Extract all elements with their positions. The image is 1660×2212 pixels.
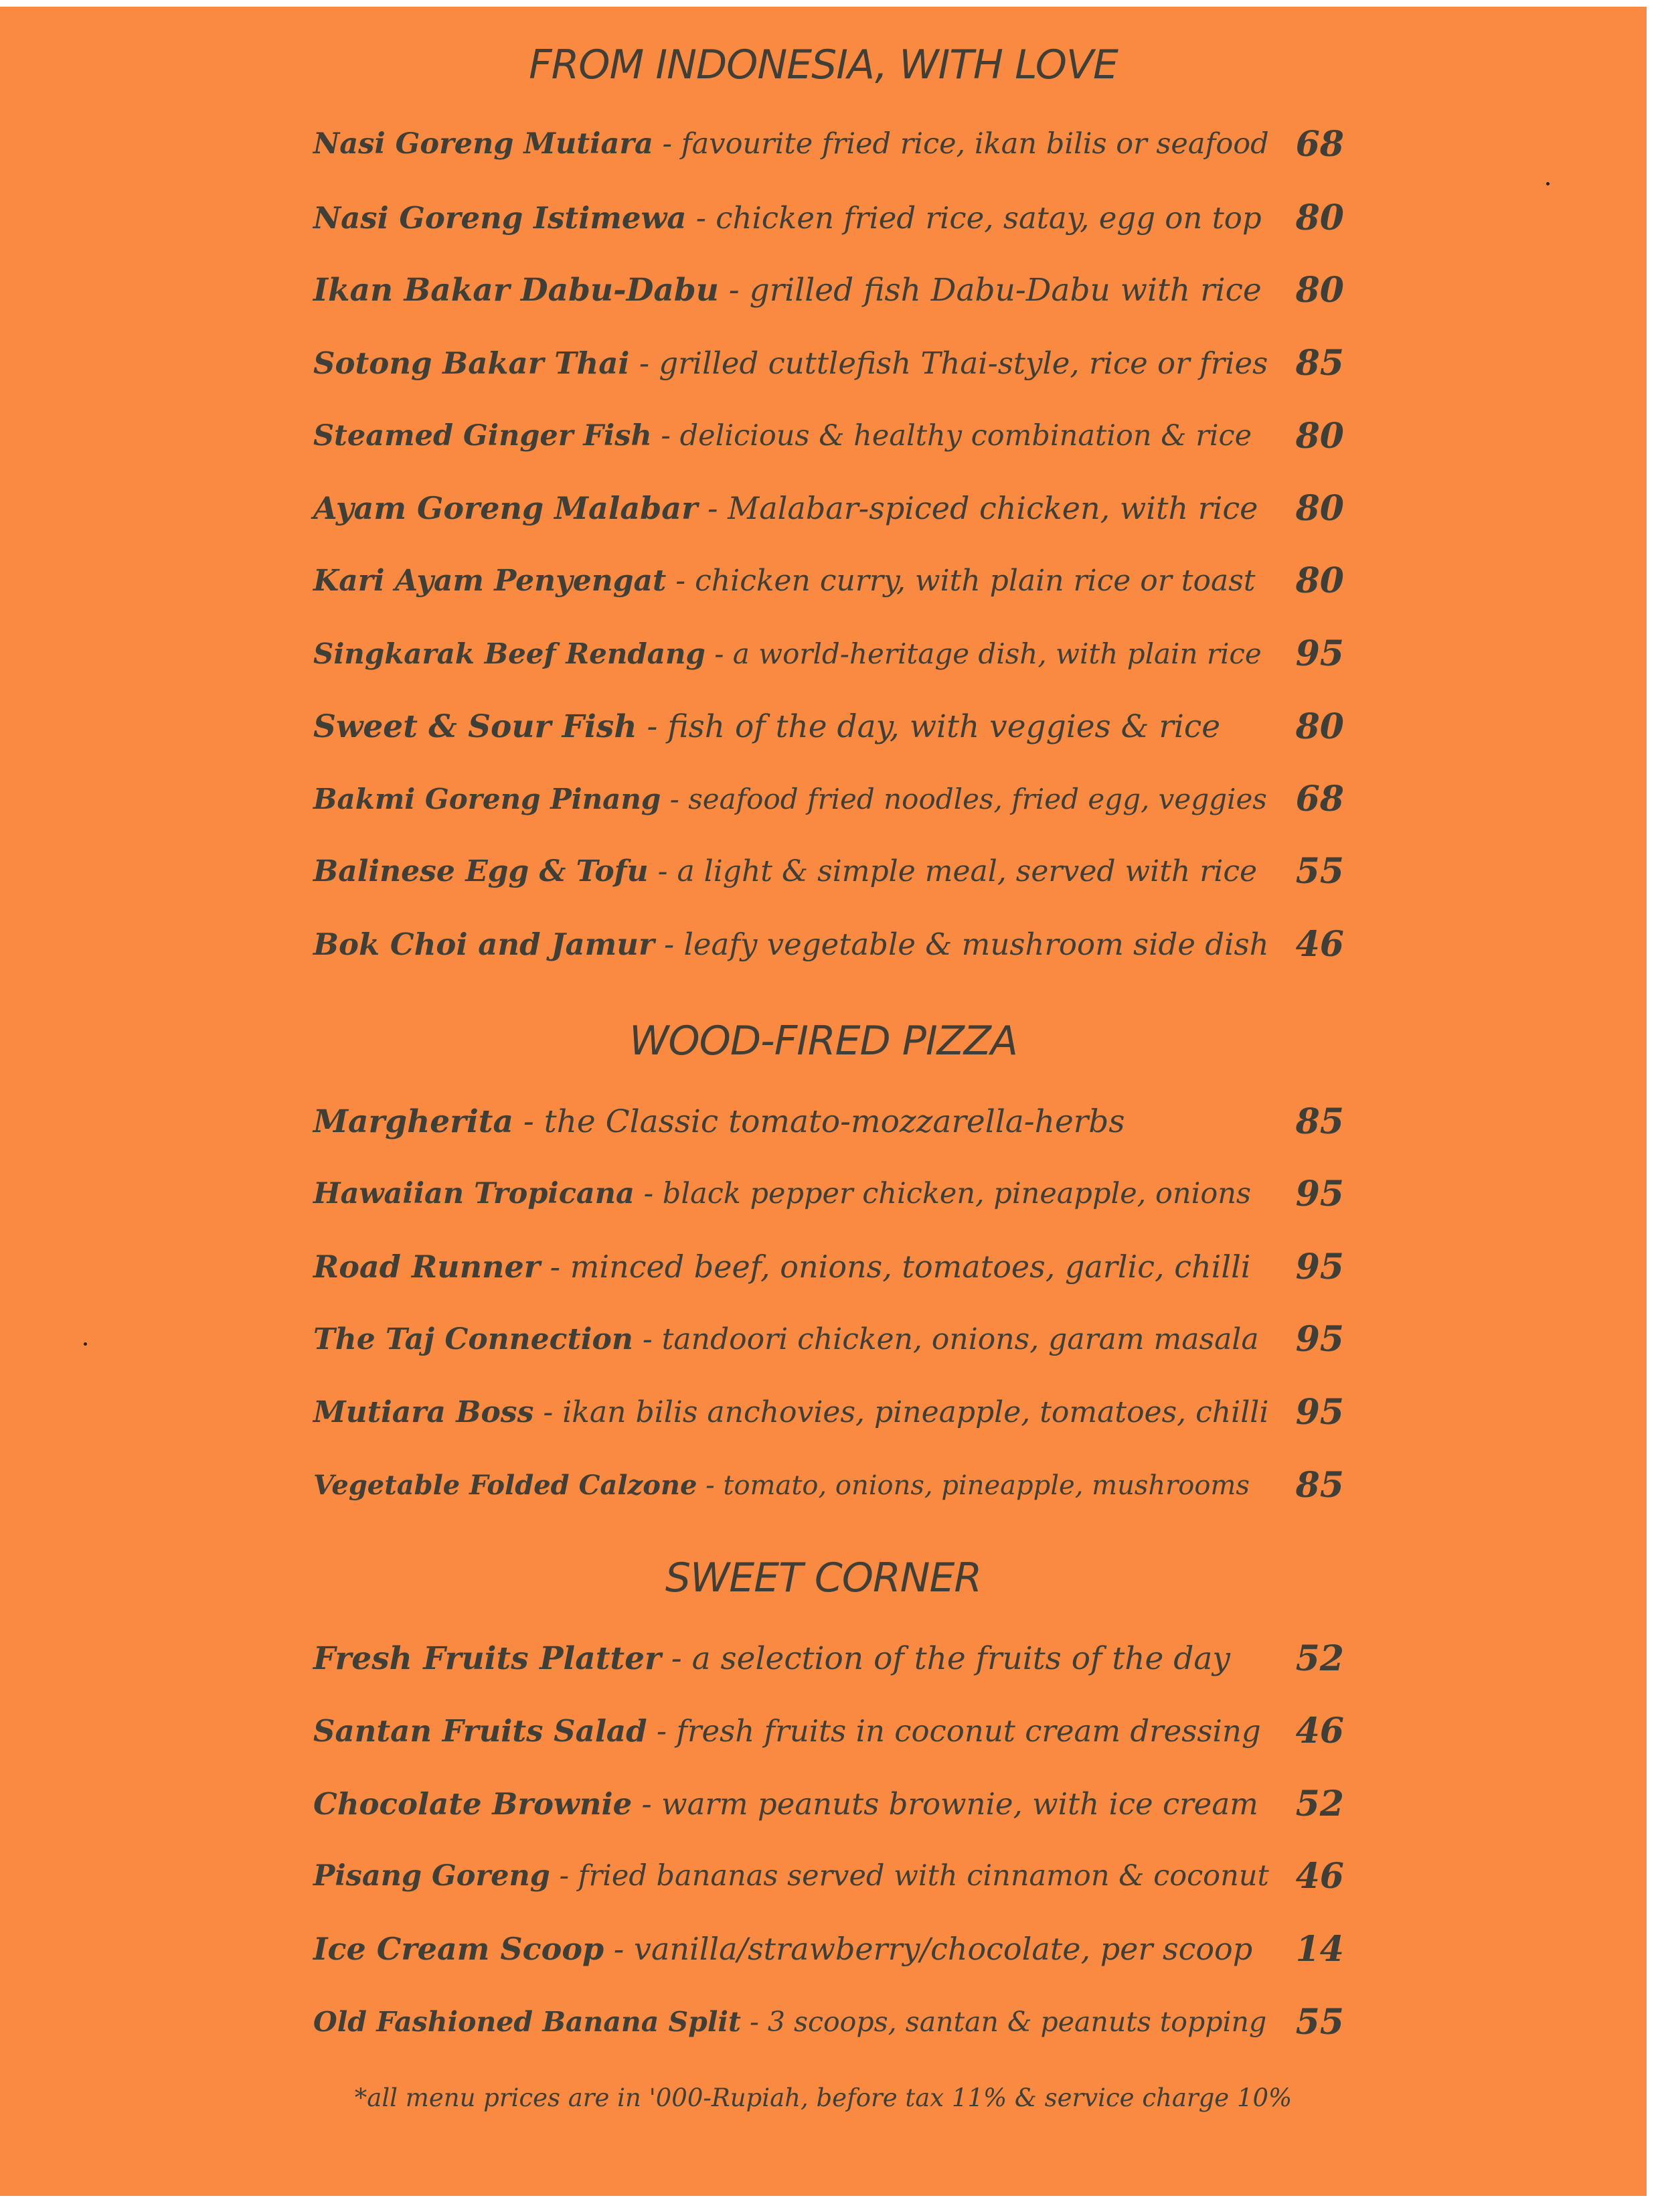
section-title-indonesian: FROM INDONESIA, WITH LOVE [529, 42, 1118, 88]
item-description: 3 scoops, santan & peanuts topping [767, 2006, 1267, 2038]
item-name: Kari Ayam Penyengat [313, 563, 667, 598]
item-price: 80 [1295, 197, 1344, 238]
item-name: Pisang Goreng [313, 1859, 550, 1893]
item-description: the Classic tomato-mozzarella-herbs [544, 1103, 1125, 1140]
menu-item: Kari Ayam Penyengat - chicken curry, with plain rice or toast 80 [313, 547, 1357, 614]
section-title-pizza: WOOD-FIRED PIZZA [629, 1018, 1017, 1064]
menu-item: Vegetable Folded Calzone - tomato, onions, pineapple, mushrooms 85 [313, 1451, 1357, 1518]
item-price: 68 [1295, 123, 1344, 165]
item-price: 95 [1295, 1246, 1344, 1287]
menu-item: Sotong Bakar Thai - grilled cuttlefish Thai-style, rice or fries 85 [313, 329, 1357, 396]
item-description: fresh fruits in coconut cream dressing [676, 1713, 1261, 1749]
item-price: 85 [1295, 342, 1344, 384]
menu-item: Old Fashioned Banana Split - 3 scoops, santan & peanuts topping 55 [313, 1988, 1357, 2055]
item-description: minced beef, onions, tomatoes, garlic, chilli [570, 1249, 1251, 1285]
item-description: favourite fried rice, ikan bilis or seafood [681, 127, 1269, 161]
item-price: 14 [1295, 1928, 1344, 1970]
item-name: Steamed Ginger Fish [313, 419, 652, 453]
menu-item: Bakmi Goreng Pinang - seafood fried noodles, fried egg, veggies 68 [313, 765, 1357, 832]
item-description: fried bananas served with cinnamon & coconut [578, 1859, 1269, 1893]
item-description: vanilla/strawberry/chocolate, per scoop [633, 1931, 1253, 1967]
item-description: tandoori chicken, onions, garam masala [661, 1322, 1259, 1356]
item-name: Nasi Goreng Mutiara [313, 127, 653, 161]
item-description: seafood fried noodles, fried egg, veggies [688, 782, 1267, 815]
item-price: 80 [1295, 269, 1344, 311]
menu-item: Nasi Goreng Istimewa - chicken fried rice, satay, egg on top 80 [313, 184, 1357, 251]
item-name: Nasi Goreng Istimewa [313, 200, 687, 236]
item-name: Bok Choi and Jamur [313, 926, 655, 962]
menu-item: Ikan Bakar Dabu-Dabu - grilled fish Dabu-Dabu with rice 80 [313, 256, 1357, 323]
item-name: Santan Fruits Salad [313, 1713, 647, 1749]
item-name: Ikan Bakar Dabu-Dabu [313, 271, 719, 309]
item-description: leafy vegetable & mushroom side dish [683, 926, 1269, 962]
item-price: 52 [1295, 1638, 1344, 1679]
item-price: 80 [1295, 487, 1344, 529]
item-name: Sweet & Sour Fish [313, 708, 637, 745]
item-price: 46 [1295, 923, 1344, 965]
item-price: 55 [1295, 2001, 1344, 2043]
menu-item: Steamed Ginger Fish - delicious & healthy combination & rice 80 [313, 402, 1357, 469]
item-name: Road Runner [313, 1249, 540, 1285]
menu-item: Mutiara Boss - ikan bilis anchovies, pineapple, tomatoes, chilli 95 [313, 1378, 1357, 1445]
menu-item: Balinese Egg & Tofu - a light & simple meal, served with rice 55 [313, 838, 1357, 904]
menu-item: Bok Choi and Jamur - leafy vegetable & mushroom side dish 46 [313, 911, 1357, 977]
menu-item: Nasi Goreng Mutiara - favourite fried rice, ikan bilis or seafood 68 [313, 110, 1357, 177]
menu-item: Fresh Fruits Platter - a selection of the fruits of the day 52 [313, 1625, 1357, 1692]
item-name: Bakmi Goreng Pinang [313, 782, 661, 815]
menu-item: Ice Cream Scoop - vanilla/strawberry/chocolate, per scoop 14 [313, 1915, 1357, 1982]
item-name: Hawaiian Tropicana [313, 1177, 635, 1210]
item-price: 52 [1295, 1783, 1344, 1824]
item-price: 85 [1295, 1464, 1344, 1506]
price-footnote: *all menu prices are in '000-Rupiah, before tax 11% & service charge 10% [354, 2083, 1293, 2112]
menu-item: Road Runner - minced beef, onions, tomatoes, garlic, chilli 95 [313, 1233, 1357, 1300]
menu-page [0, 7, 1647, 2196]
item-description: grilled fish Dabu-Dabu with rice [749, 271, 1262, 309]
item-description: a selection of the fruits of the day [691, 1640, 1230, 1677]
menu-item: Hawaiian Tropicana - black pepper chicken, pineapple, onions 95 [313, 1160, 1357, 1227]
item-description: chicken curry, with plain rice or toast [695, 563, 1256, 598]
item-price: 80 [1295, 415, 1344, 457]
item-price: 85 [1295, 1101, 1344, 1142]
item-name: Vegetable Folded Calzone [313, 1469, 697, 1501]
item-description: fish of the day, with veggies & rice [667, 708, 1221, 745]
item-name: Margherita [313, 1103, 513, 1140]
menu-item: The Taj Connection - tandoori chicken, onions, garam masala 95 [313, 1306, 1357, 1372]
item-name: Ice Cream Scoop [313, 1931, 604, 1967]
item-price: 95 [1295, 1318, 1344, 1360]
menu-item: Sweet & Sour Fish - fish of the day, with veggies & rice 80 [313, 693, 1357, 760]
item-description: a light & simple meal, served with rice [677, 854, 1258, 888]
item-description: delicious & healthy combination & rice [679, 419, 1252, 453]
menu-item: Santan Fruits Salad - fresh fruits in coconut cream dressing 46 [313, 1697, 1357, 1764]
item-description: warm peanuts brownie, with ice cream [661, 1786, 1258, 1822]
menu-item: Margherita - the Classic tomato-mozzarella-herbs 85 [313, 1088, 1357, 1155]
menu-item: Chocolate Brownie - warm peanuts brownie, with ice cream 52 [313, 1770, 1357, 1837]
item-name: Fresh Fruits Platter [313, 1640, 661, 1677]
item-price: 95 [1295, 1391, 1344, 1433]
item-price: 95 [1295, 633, 1344, 674]
item-description: Malabar-spiced chicken, with rice [728, 490, 1258, 526]
item-price: 80 [1295, 560, 1344, 601]
item-price: 80 [1295, 706, 1344, 747]
item-name: Chocolate Brownie [313, 1786, 633, 1822]
item-description: grilled cuttlefish Thai-style, rice or fries [659, 345, 1268, 381]
item-price: 55 [1295, 850, 1344, 892]
scan-speck [1546, 182, 1550, 185]
item-price: 46 [1295, 1855, 1344, 1897]
item-name: Mutiara Boss [313, 1395, 534, 1429]
item-price: 46 [1295, 1710, 1344, 1751]
item-description: black pepper chicken, pineapple, onions [662, 1177, 1251, 1210]
item-name: Old Fashioned Banana Split [313, 2006, 741, 2038]
item-name: Sotong Bakar Thai [313, 345, 630, 381]
item-name: Singkarak Beef Rendang [313, 637, 706, 670]
scan-speck [84, 1342, 87, 1346]
section-title-sweets: SWEET CORNER [665, 1555, 982, 1601]
menu-item: Singkarak Beef Rendang - a world-heritage dish, with plain rice 95 [313, 620, 1357, 687]
item-name: The Taj Connection [313, 1322, 633, 1356]
item-price: 68 [1295, 778, 1344, 819]
item-name: Ayam Goreng Malabar [313, 490, 698, 526]
menu-item: Ayam Goreng Malabar - Malabar-spiced chicken, with rice 80 [313, 475, 1357, 542]
item-description: ikan bilis anchovies, pineapple, tomatoes, chilli [562, 1395, 1269, 1429]
item-description: chicken fried rice, satay, egg on top [716, 200, 1262, 236]
item-description: tomato, onions, pineapple, mushrooms [723, 1470, 1250, 1501]
item-description: a world-heritage dish, with plain rice [732, 637, 1262, 670]
item-price: 95 [1295, 1173, 1344, 1214]
menu-item: Pisang Goreng - fried bananas served with cinnamon & coconut 46 [313, 1842, 1357, 1909]
item-name: Balinese Egg & Tofu [313, 854, 649, 888]
